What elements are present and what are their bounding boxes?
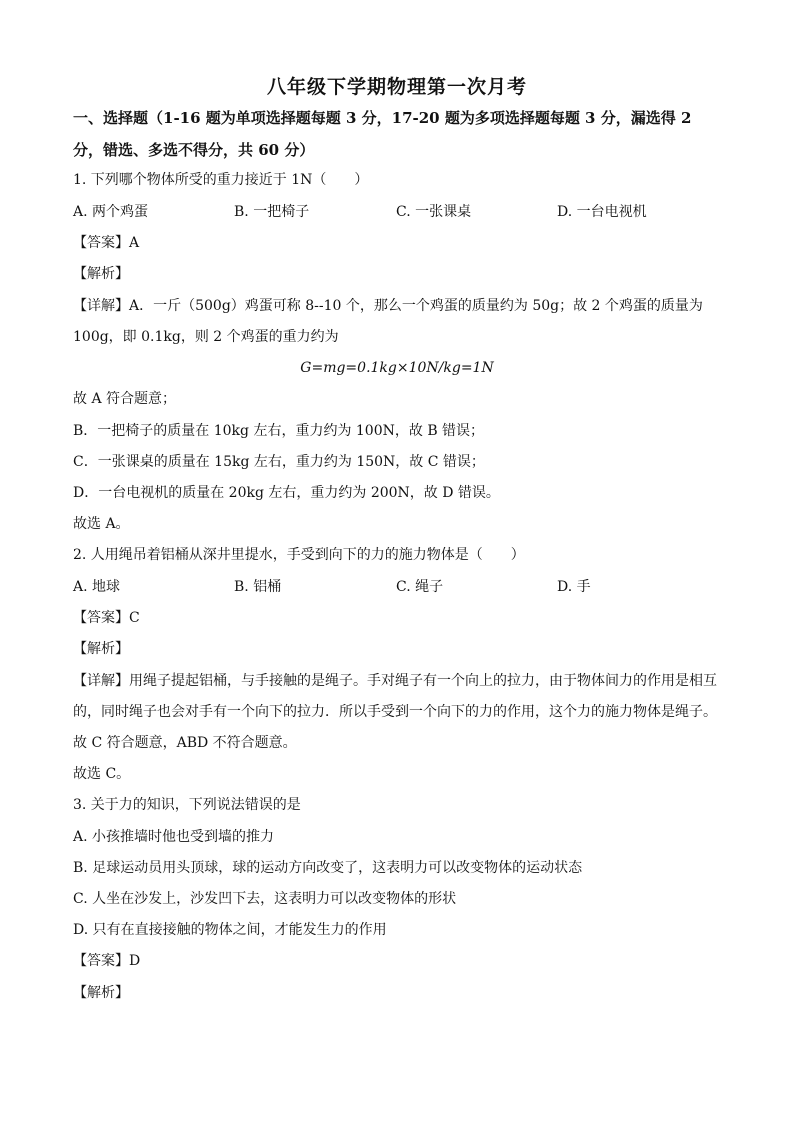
question-3-option-d: D. 只有在直接接触的物体之间，才能发生力的作用 [73, 922, 387, 938]
question-1-stem: 1. 下列哪个物体所受的重力接近于 1N（ ） [73, 172, 369, 188]
question-1-answer: 【答案】A [73, 235, 140, 251]
question-1-detail-line7: D．一台电视机的质量在 20kg 左右，重力约为 200N，故 D 错误。 [73, 485, 500, 501]
question-1-option-c: C. 一张课桌 [396, 204, 472, 220]
question-1-option-b: B. 一把椅子 [234, 204, 310, 220]
question-1-detail-line4: 故 A 符合题意； [73, 391, 177, 407]
question-2-option-c: C. 绳子 [396, 579, 444, 595]
question-2-conclusion: 故选 C。 [73, 766, 131, 782]
question-3-option-a: A. 小孩推墙时他也受到墙的推力 [73, 829, 275, 845]
question-1-option-d: D. 一台电视机 [557, 204, 647, 220]
question-2-option-a: A. 地球 [73, 579, 121, 595]
question-1-conclusion: 故选 A。 [73, 516, 130, 532]
question-3-answer: 【答案】D [73, 953, 141, 969]
question-2-detail-line2: 的，同时绳子也会对手有一个向下的拉力．所以手受到一个向下的力的作用，这个力的施力物体是绳子。 [73, 704, 717, 720]
question-3-analysis-label: 【解析】 [73, 985, 129, 1001]
question-3-option-b: B. 足球运动员用头顶球，球的运动方向改变了，这表明力可以改变物体的运动状态 [73, 860, 583, 876]
question-2-detail-line1: 【详解】用绳子提起铝桶，与手接触的是绳子。手对绳子有一个向上的拉力，由于物体间力的作用是相互 [73, 673, 717, 689]
question-2-detail-line3: 故 C 符合题意，ABD 不符合题意。 [73, 735, 297, 751]
question-2-answer: 【答案】C [73, 610, 140, 626]
question-2-option-d: D. 手 [557, 579, 591, 595]
question-3-stem: 3. 关于力的知识，下列说法错误的是 [73, 797, 301, 813]
section-heading-line1: 一、选择题（1-16 题为单项选择题每题 3 分，17-20 题为多项选择题每题 3 分，漏选得 2 [73, 109, 692, 127]
question-1-analysis-label: 【解析】 [73, 266, 129, 282]
question-1-option-a: A. 两个鸡蛋 [73, 204, 149, 220]
question-1-detail-line6: C．一张课桌的质量在 15kg 左右，重力约为 150N，故 C 错误； [73, 454, 485, 470]
question-1-detail-line2: 100g，即 0.1kg，则 2 个鸡蛋的重力约为 [73, 329, 339, 345]
question-1-detail-line1: 【详解】A．一斤（500g）鸡蛋可称 8--10 个，那么一个鸡蛋的质量约为 50g；故 2 个鸡蛋的质量为 [73, 298, 703, 314]
question-2-stem: 2. 人用绳吊着铝桶从深井里提水，手受到向下的力的施力物体是（ ） [73, 547, 525, 563]
section-heading-line2: 分，错选、多选不得分，共 60 分） [73, 141, 315, 159]
question-1-formula: G=mg=0.1kg×10N/kg=1N [300, 360, 494, 376]
question-2-option-b: B. 铝桶 [234, 579, 282, 595]
page-title: 八年级下学期物理第一次月考 [266, 76, 527, 98]
question-2-analysis-label: 【解析】 [73, 641, 129, 657]
question-3-option-c: C. 人坐在沙发上，沙发凹下去，这表明力可以改变物体的形状 [73, 891, 457, 907]
question-1-detail-line5: B．一把椅子的质量在 10kg 左右，重力约为 100N，故 B 错误； [73, 423, 485, 439]
